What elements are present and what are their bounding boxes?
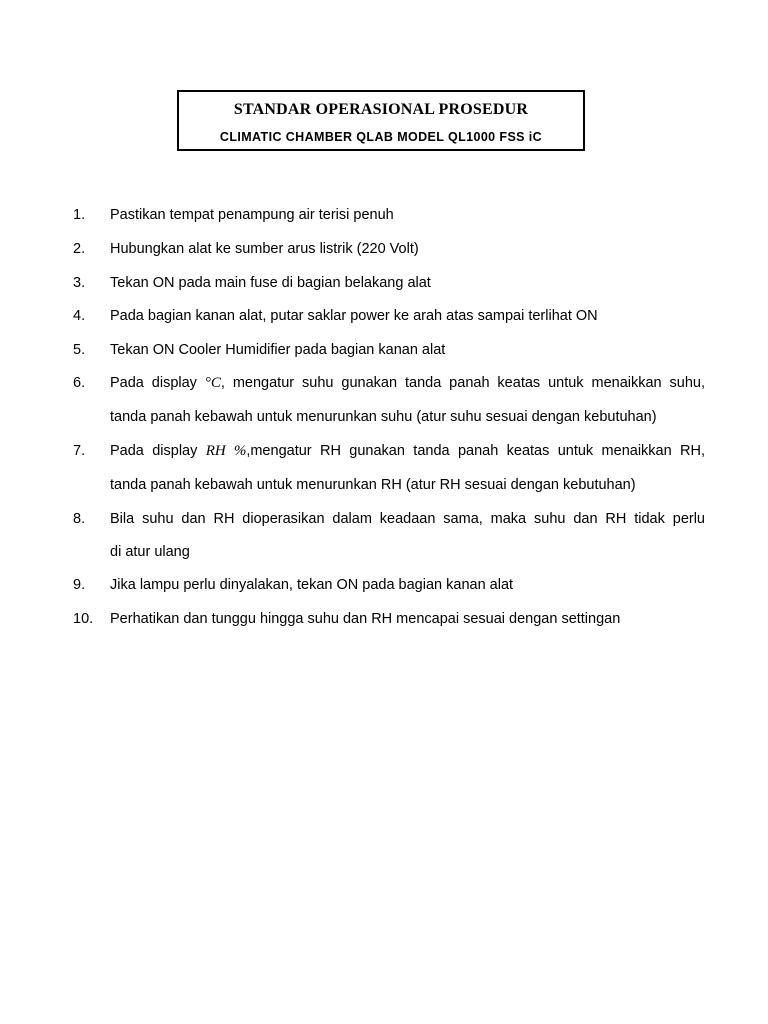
step-number: 7. xyxy=(73,443,86,459)
step-number: 1. xyxy=(73,207,86,223)
step-text: Bila suhu dan RH dioperasikan dalam keadaan sama, maka suhu dan RH tidak perlu xyxy=(110,511,705,527)
step-text: Tekan ON pada main fuse di bagian belakang alat xyxy=(110,275,431,291)
step-number: 3. xyxy=(73,275,86,291)
step-text-pre: Pada display xyxy=(110,443,198,459)
step-number: 2. xyxy=(73,241,86,257)
step-number: 5. xyxy=(73,342,86,358)
rh-percent-unit: RH % xyxy=(205,443,247,459)
step-number: 4. xyxy=(73,308,86,324)
document-subtitle: CLIMATIC CHAMBER QLAB MODEL QL1000 FSS iC xyxy=(219,130,543,144)
step-text: Hubungkan alat ke sumber arus listrik (220 Volt) xyxy=(110,241,419,257)
document-title: STANDAR OPERASIONAL PROSEDUR xyxy=(233,101,529,118)
step-text-post: , mengatur suhu gunakan tanda panah keatas untuk menaikkan suhu, xyxy=(220,375,706,391)
step-text xyxy=(110,374,705,392)
step-text-continuation: tanda panah kebawah untuk menurunkan RH (atur RH sesuai dengan kebutuhan) xyxy=(110,477,636,493)
step-text: Pada bagian kanan alat, putar saklar power ke arah atas sampai terlihat ON xyxy=(110,308,598,324)
step-text: Tekan ON Cooler Humidifier pada bagian kanan alat xyxy=(110,342,446,358)
step-number: 10. xyxy=(73,611,94,627)
step-text: Pastikan tempat penampung air terisi penuh xyxy=(110,207,394,223)
step-text-continuation: tanda panah kebawah untuk menurunkan suhu (atur suhu sesuai dengan kebutuhan) xyxy=(110,409,657,425)
step-text-pre: Pada display xyxy=(110,375,197,391)
step-text: Jika lampu perlu dinyalakan, tekan ON pada bagian kanan alat xyxy=(110,577,514,593)
celsius-unit: °C xyxy=(204,375,221,391)
step-number: 6. xyxy=(73,375,86,391)
step-text-post: ,mengatur RH gunakan tanda panah keatas untuk menaikkan RH, xyxy=(246,443,706,459)
step-number: 9. xyxy=(73,577,86,593)
step-text: Perhatikan dan tunggu hingga suhu dan RH mencapai sesuai dengan settingan xyxy=(110,611,621,627)
step-text xyxy=(110,442,705,460)
title-box xyxy=(177,90,585,151)
step-number: 8. xyxy=(73,511,86,527)
step-text-continuation: di atur ulang xyxy=(110,544,190,560)
